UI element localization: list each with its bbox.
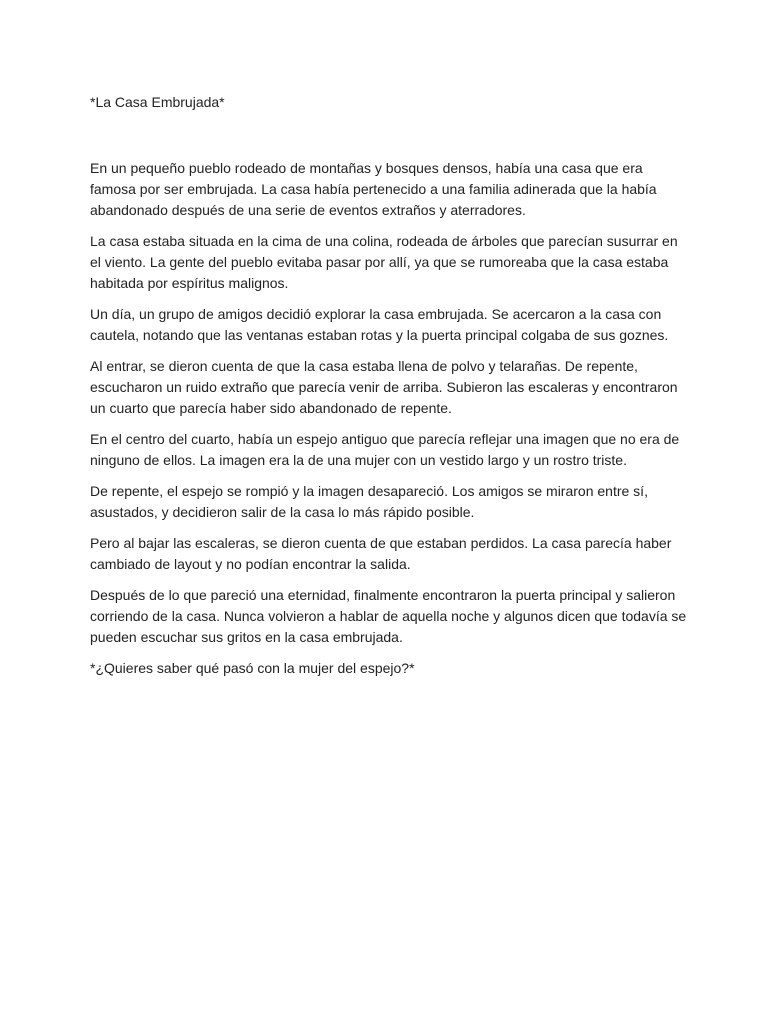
paragraph: La casa estaba situada en la cima de una colina, rodeada de árboles que parecían susurrar en el viento. La gente del pueblo evitaba pasar por allí, ya que se rumoreaba que la casa estaba habitada por espíritus malignos. <box>90 233 678 291</box>
closing-question: *¿Quieres saber qué pasó con la mujer del espejo?* <box>90 660 415 676</box>
paragraph: En un pequeño pueblo rodeado de montañas y bosques densos, había una casa que era famosa por ser embrujada. La casa había pertenecido a una familia adinerada que la había abandonado después de una serie de eventos extraños y aterradores. <box>90 160 657 218</box>
paragraph: Después de lo que pareció una eternidad, finalmente encontraron la puerta principal y salieron corriendo de la casa. Nunca volvieron a hablar de aquella noche y algunos dicen que todavía se pueden escuchar sus gritos en la casa embrujada. <box>90 587 687 645</box>
paragraph: Un día, un grupo de amigos decidió explorar la casa embrujada. Se acercaron a la casa con cautela, notando que las ventanas estaban rotas y la puerta principal colgaba de sus goznes. <box>90 306 669 343</box>
paragraph: Pero al bajar las escaleras, se dieron cuenta de que estaban perdidos. La casa parecía haber cambiado de layout y no podían encontrar la salida. <box>90 535 672 572</box>
document-title: *La Casa Embrujada* <box>90 94 225 110</box>
paragraph: Al entrar, se dieron cuenta de que la casa estaba llena de polvo y telarañas. De repente, escucharon un ruido extraño que parecía venir de arriba. Subieron las escaleras y encontraron un cuarto que parecía haber sido abandonado de repente. <box>90 358 678 416</box>
document-page <box>90 92 690 679</box>
paragraph: De repente, el espejo se rompió y la imagen desapareció. Los amigos se miraron entre sí, asustados, y decidieron salir de la casa lo más rápido posible. <box>90 483 648 520</box>
paragraph: En el centro del cuarto, había un espejo antiguo que parecía reflejar una imagen que no era de ninguno de ellos. La imagen era la de una mujer con un vestido largo y un rostro triste. <box>90 431 680 468</box>
